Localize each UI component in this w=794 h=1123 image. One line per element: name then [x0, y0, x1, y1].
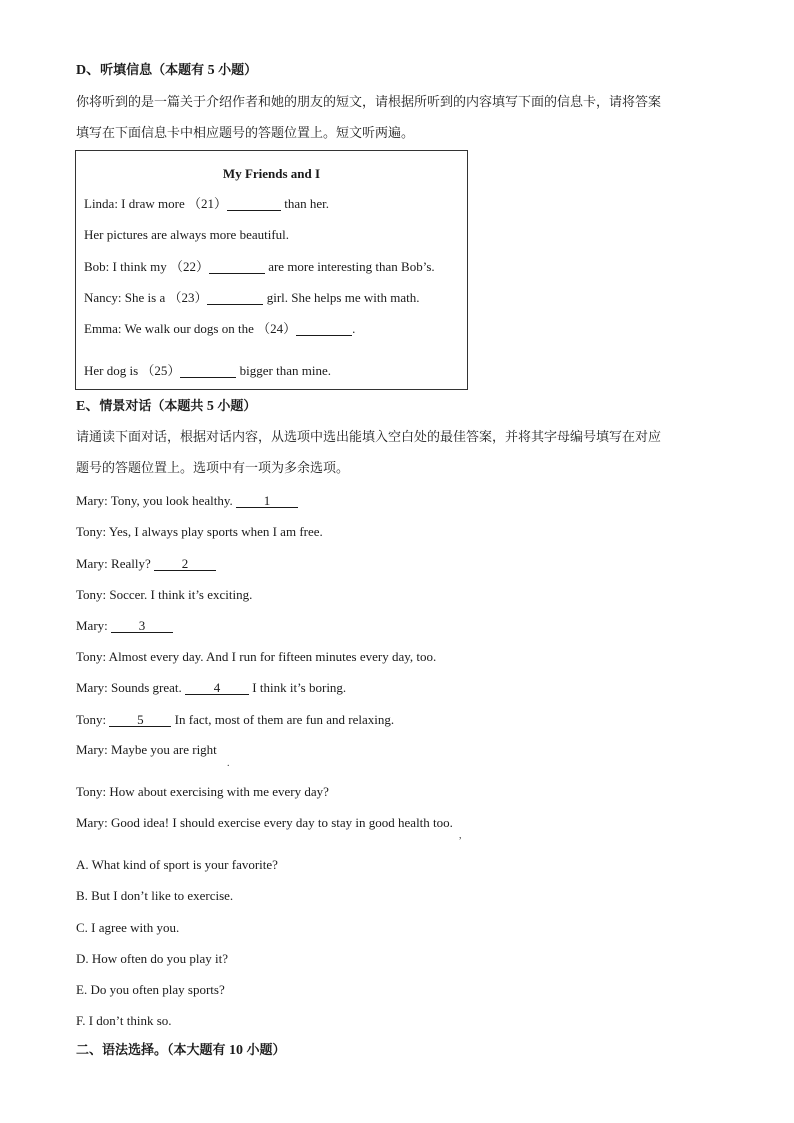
answer-blank-25[interactable] — [180, 364, 236, 378]
card-row-text: Bob: I think my （22） — [84, 259, 209, 274]
card-row-23 — [84, 290, 419, 306]
dialogue-line — [76, 556, 216, 572]
dialogue-text: Mary: Really? — [76, 556, 154, 571]
section-2-suffix: 小题） — [246, 1043, 286, 1058]
section-e-count: 5 — [203, 399, 218, 414]
option-e: E. Do you often play sports? — [76, 982, 225, 997]
info-card — [75, 150, 468, 390]
section-e-heading — [76, 399, 256, 415]
dialogue-text: Mary: Sounds great. — [76, 680, 186, 695]
section-e-prefix: E、 — [76, 399, 100, 414]
option-d: D. How often do you play it? — [76, 951, 229, 966]
dialogue-text: Tony: — [76, 712, 110, 727]
dialogue-text: I think it’s boring. — [249, 680, 347, 695]
answer-blank-2[interactable]: 2 — [154, 557, 216, 571]
dialogue-line: Tony: Yes, I always play sports when I am free. — [76, 524, 323, 539]
dialogue-line — [76, 493, 298, 509]
card-row-25 — [84, 363, 331, 379]
section-2-count: 10 — [225, 1043, 247, 1058]
dialogue-line — [76, 618, 173, 634]
card-title: My Friends and I — [222, 166, 321, 181]
section-d-prefix: D、 — [76, 63, 101, 78]
section-d-heading — [76, 63, 257, 79]
dialogue-text: Mary: — [76, 618, 112, 633]
card-row-text: girl. She helps me with math. — [263, 290, 420, 305]
dialogue-line: Mary: Maybe you are right — [76, 742, 217, 757]
answer-blank-22[interactable] — [209, 260, 265, 274]
dialogue-line — [76, 712, 394, 728]
stray-mark: , — [459, 830, 462, 841]
card-row-text: bigger than mine. — [236, 363, 332, 378]
card-row-text: than her. — [280, 196, 329, 211]
card-row-text: Emma: We walk our dogs on the （24） — [84, 321, 297, 336]
dialogue-line — [76, 680, 346, 696]
section-2-heading — [76, 1043, 286, 1059]
answer-blank-23[interactable] — [207, 291, 263, 305]
answer-blank-1[interactable]: 1 — [236, 494, 298, 508]
card-row-note: Her pictures are always more beautiful. — [84, 227, 290, 242]
answer-blank-3[interactable]: 3 — [111, 619, 173, 633]
card-row-text: are more interesting than Bob’s. — [264, 259, 435, 274]
option-c: C. I agree with you. — [76, 920, 180, 935]
card-row-24 — [84, 321, 355, 337]
dialogue-text: In fact, most of them are fun and relaxing. — [171, 712, 395, 727]
section-e-suffix: 小题） — [217, 399, 257, 414]
option-a: A. What kind of sport is your favorite? — [76, 857, 278, 872]
card-row-text: Her dog is （25） — [84, 363, 181, 378]
section-e-title: 情景对话（本题共 — [99, 399, 204, 414]
card-row-text: Linda: I draw more （21） — [84, 196, 227, 211]
card-row-22 — [84, 259, 435, 275]
section-e-instruction-2: 题号的答题位置上。选项中有一项为多余选项。 — [76, 461, 350, 476]
dialogue-line: Tony: Soccer. I think it’s exciting. — [76, 587, 253, 602]
dialogue-line: Tony: Almost every day. And I run for fifteen minutes every day, too. — [76, 649, 437, 664]
option-b: B. But I don’t like to exercise. — [76, 888, 234, 903]
dialogue-line: Mary: Good idea! I should exercise every day to stay in good health too. — [76, 815, 453, 830]
answer-blank-24[interactable] — [296, 322, 352, 336]
section-d-instruction-2: 填写在下面信息卡中相应题号的答题位置上。短文听两遍。 — [76, 126, 415, 141]
option-f: F. I don’t think so. — [76, 1013, 172, 1028]
section-d-instruction-1: 你将听到的是一篇关于介绍作者和她的朋友的短文，请根据所听到的内容填写下面的信息卡，请将答案 — [76, 95, 662, 110]
card-row-text: Nancy: She is a （23） — [84, 290, 208, 305]
section-d-title: 听填信息（本题有 — [100, 63, 205, 78]
section-d-suffix: 小题） — [218, 63, 258, 78]
answer-blank-5[interactable]: 5 — [109, 713, 171, 727]
section-d-count: 5 — [204, 63, 219, 78]
answer-blank-21[interactable] — [227, 197, 281, 211]
card-row-21 — [84, 196, 329, 212]
stray-mark: . — [227, 758, 230, 769]
section-2-title: 二、语法选择。（本大题有 — [76, 1043, 226, 1058]
section-e-instruction-1: 请通读下面对话，根据对话内容，从选项中选出能填入空白处的最佳答案，并将其字母编号填写在对应 — [76, 430, 662, 445]
dialogue-text: Mary: Tony, you look healthy. — [76, 493, 237, 508]
card-row-text: . — [352, 321, 356, 336]
dialogue-line: Tony: How about exercising with me every day? — [76, 784, 329, 799]
answer-blank-4[interactable]: 4 — [185, 681, 249, 695]
